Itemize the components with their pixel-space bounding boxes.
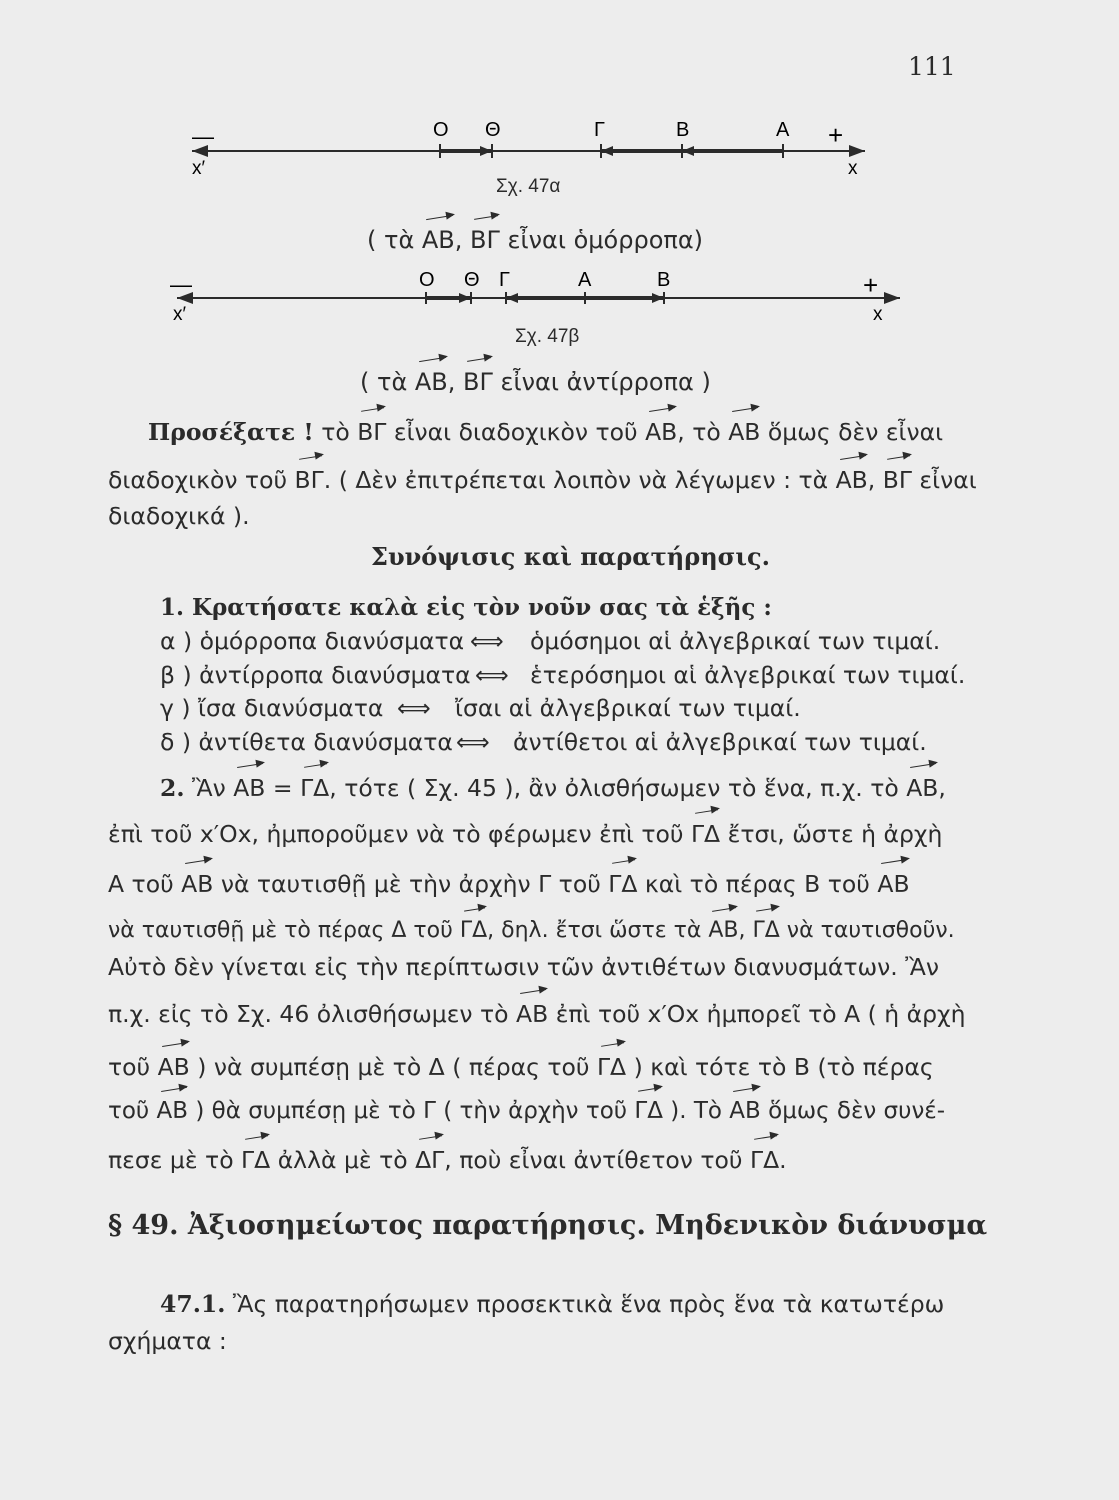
summary-heading: Συνόψισις καὶ παρατήρησις. bbox=[371, 542, 770, 571]
vector-AB: ΑΒ bbox=[233, 774, 266, 802]
text: εἶναι διαδοχικὸν τοῦ bbox=[386, 418, 646, 446]
figure-47a-number-line bbox=[180, 108, 900, 183]
point-theta-label: Θ bbox=[464, 269, 480, 291]
vector-DG: ΔΓ bbox=[415, 1146, 445, 1174]
point-O-label: Ο bbox=[419, 269, 435, 291]
text: Α τοῦ bbox=[108, 870, 182, 898]
prosexate-bold: Προσέξατε ! bbox=[148, 418, 314, 446]
item-2-line-8 bbox=[108, 1098, 945, 1124]
text: νὰ ταυτισθοῦν. bbox=[779, 918, 955, 943]
item-2-line-6 bbox=[108, 1000, 966, 1028]
prosexate-line-2 bbox=[108, 466, 977, 494]
item-1-row-a-left: α ) ὁμόρροπα διανύσματα bbox=[160, 627, 465, 655]
caption-text: ( τὰ bbox=[360, 368, 415, 396]
text: νὰ ταυτισθῇ μὲ τὴν ἀρχὴν Γ τοῦ bbox=[213, 870, 609, 898]
point-B-label: Β bbox=[657, 269, 671, 291]
vector-AB: ΑΒ bbox=[414, 368, 448, 396]
item-1-row-a-right: ὁμόσημοι αἱ ἀλγεβρικαί των τιμαί. bbox=[530, 627, 941, 655]
text: ). Τὸ bbox=[662, 1098, 730, 1124]
text: , bbox=[867, 466, 883, 494]
item-47-1-number: 47.1. bbox=[160, 1290, 226, 1318]
point-A-label: Α bbox=[578, 269, 592, 291]
vector-AB: ΑΒ bbox=[516, 1000, 549, 1028]
item-2-line-7 bbox=[108, 1053, 934, 1081]
item-2-line-9 bbox=[108, 1146, 787, 1174]
text: ἐπὶ τοῦ x′Ox ἠμπορεῖ τὸ Α ( ἡ ἀρχὴ bbox=[548, 1000, 966, 1028]
plus-sign: + bbox=[828, 120, 844, 150]
item-47-1-line-2: σχήματα : bbox=[108, 1327, 227, 1355]
point-A-label: Α bbox=[776, 119, 790, 141]
text: νὰ ταυτισθῇ μὲ τὸ πέρας Δ τοῦ bbox=[108, 918, 460, 943]
vector-GD: ΓΔ bbox=[752, 918, 780, 943]
caption-text: ( τὰ bbox=[367, 226, 422, 254]
point-theta-label: Θ bbox=[485, 119, 501, 141]
vector-AB: ΑΒ bbox=[645, 418, 678, 446]
point-B-label: Β bbox=[676, 119, 690, 141]
vector-BG: ΒΓ bbox=[357, 418, 387, 446]
text: τοῦ bbox=[108, 1053, 158, 1081]
text: ἔτσι, ὥστε ἡ ἀρχὴ bbox=[720, 820, 943, 848]
text: , ποὺ εἶναι ἀντίθετον τοῦ bbox=[444, 1146, 750, 1174]
text: πεσε μὲ τὸ bbox=[108, 1146, 242, 1174]
item-2-number: 2. bbox=[160, 774, 185, 802]
vector-O-theta-head bbox=[459, 293, 471, 303]
text: ἀλλὰ μὲ τὸ bbox=[270, 1146, 416, 1174]
vector-A-B-head bbox=[682, 146, 694, 156]
item-1-title: 1. Κρατήσατε καλὰ εἰς τὸν νοῦν σας τὰ ἑξῆς : bbox=[160, 594, 772, 621]
text: καὶ τὸ πέρας Β τοῦ bbox=[637, 870, 878, 898]
vector-O-theta-head bbox=[480, 146, 492, 156]
vector-GD: ΓΔ bbox=[608, 870, 638, 898]
item-1-row-d-right: ἀντίθετοι αἱ ἀλγεβρικαί των τιμαί. bbox=[513, 728, 927, 756]
vector-AB: ΑΒ bbox=[421, 226, 455, 254]
figure-47a-caption bbox=[367, 226, 703, 254]
plus-sign: + bbox=[863, 270, 879, 300]
x-prime-label: x′ bbox=[173, 304, 187, 325]
text: , bbox=[938, 774, 946, 802]
point-gamma-label: Γ bbox=[594, 119, 606, 141]
vector-BG: ΒΓ bbox=[294, 466, 324, 494]
prosexate-line-1 bbox=[148, 418, 943, 446]
vector-AB: ΑΒ bbox=[728, 418, 761, 446]
text: ἐπὶ τοῦ x′Ox, ἠμποροῦμεν νὰ τὸ φέρωμεν ἐπὶ τοῦ bbox=[108, 820, 691, 848]
vector-GD: ΓΔ bbox=[750, 1146, 780, 1174]
caption-text: εἶναι ὁμόρροπα) bbox=[499, 226, 704, 254]
item-2-line-1 bbox=[160, 774, 946, 802]
vector-AB: ΑΒ bbox=[181, 870, 214, 898]
vector-GD: ΓΔ bbox=[241, 1146, 271, 1174]
text: ὅμως δὲν συνέ- bbox=[760, 1098, 946, 1124]
vector-GD: ΓΔ bbox=[300, 774, 330, 802]
text: τὸ bbox=[313, 418, 358, 446]
item-1-row-b-left: β ) ἀντίρροπα διανύσματα bbox=[160, 661, 471, 689]
x-prime-label: x′ bbox=[192, 158, 206, 179]
vector-GD: ΓΔ bbox=[459, 918, 488, 943]
vector-BG: ΒΓ bbox=[882, 466, 912, 494]
minus-sign: — bbox=[192, 124, 214, 149]
item-2-line-3 bbox=[108, 870, 910, 898]
point-gamma-label: Γ bbox=[499, 269, 511, 291]
item-1-row-c-right: ἴσαι αἱ ἀλγεβρικαί των τιμαί. bbox=[455, 694, 801, 722]
text: , τὸ bbox=[677, 418, 729, 446]
vector-AB: ΑΒ bbox=[835, 466, 868, 494]
item-1-row-c-left: γ ) ἴσα διανύσματα bbox=[160, 694, 384, 722]
vector-B-gamma-head bbox=[506, 293, 518, 303]
vector-GD: ΓΔ bbox=[596, 1053, 627, 1081]
text: , δηλ. ἔτσι ὥστε τὰ bbox=[487, 918, 709, 943]
vector-A-B-head bbox=[652, 293, 664, 303]
text: ) καὶ τότε τὸ Β (τὸ πέρας bbox=[626, 1053, 934, 1081]
figure-47b-number-line bbox=[165, 262, 905, 327]
caption-text: εἶναι ἀντίρροπα ) bbox=[492, 368, 711, 396]
text: διαδοχικὸν τοῦ bbox=[108, 466, 295, 494]
point-O-label: Ο bbox=[433, 119, 449, 141]
text: . ( Δὲν ἐπιτρέπεται λοιπὸν νὰ λέγωμεν : τὰ bbox=[323, 466, 836, 494]
text: , τότε ( Σχ. 45 ), ἂν ὀλισθήσωμεν τὸ ἕνα, π.χ. τὸ bbox=[329, 774, 907, 802]
vector-AB: ΑΒ bbox=[708, 918, 739, 943]
text: π.χ. εἰς τὸ Σχ. 46 ὀλισθήσωμεν τὸ bbox=[108, 1000, 517, 1028]
vector-AB: ΑΒ bbox=[157, 1053, 190, 1081]
iff-arrow: ⟺ bbox=[456, 728, 490, 756]
text: , bbox=[738, 918, 753, 943]
text: ) θὰ συμπέσῃ μὲ τὸ Γ ( τὴν ἀρχὴν τοῦ bbox=[188, 1098, 635, 1124]
iff-arrow: ⟺ bbox=[475, 661, 509, 689]
text: = bbox=[265, 774, 301, 802]
text: Ἂς παρατηρήσωμεν προσεκτικὰ ἕνα πρὸς ἕνα τὰ κατωτέρω bbox=[225, 1290, 945, 1318]
iff-arrow: ⟺ bbox=[470, 627, 504, 655]
figure-47a-label: Σχ. 47α bbox=[496, 176, 561, 197]
vector-AB: ΑΒ bbox=[729, 1098, 761, 1124]
vector-AB: ΑΒ bbox=[906, 774, 939, 802]
vector-GD: ΓΔ bbox=[634, 1098, 663, 1124]
x-label: x bbox=[873, 304, 883, 325]
text: . bbox=[779, 1146, 787, 1174]
page-number: 111 bbox=[908, 52, 956, 81]
caption-text: , bbox=[454, 226, 471, 254]
vector-AB: ΑΒ bbox=[156, 1098, 189, 1124]
x-label: x bbox=[848, 158, 858, 179]
section-49-title: § 49. Ἀξιοσημείωτος παρατήρησις. Μηδενικὸν διάνυσμα bbox=[108, 1210, 988, 1241]
figure-47b-caption bbox=[360, 368, 711, 396]
figure-47b-label: Σχ. 47β bbox=[515, 326, 580, 347]
text: ) νὰ συμπέσῃ μὲ τὸ Δ ( πέρας τοῦ bbox=[189, 1053, 597, 1081]
vector-GD: ΓΔ bbox=[690, 820, 721, 848]
text: ὅμως δὲν εἶναι bbox=[760, 418, 944, 446]
vector-AB: ΑΒ bbox=[877, 870, 910, 898]
axis-right-arrow bbox=[849, 145, 865, 157]
item-2-line-2 bbox=[108, 820, 942, 848]
caption-text: , bbox=[447, 368, 464, 396]
text: τοῦ bbox=[108, 1098, 157, 1124]
item-1-row-b-right: ἑτερόσημοι αἱ ἀλγεβρικαί των τιμαί. bbox=[530, 661, 966, 689]
item-1-row-d-left: δ ) ἀντίθετα διανύσματα bbox=[160, 728, 453, 756]
axis-right-arrow bbox=[884, 292, 900, 304]
text: Ἂν bbox=[184, 774, 234, 802]
text: εἶναι bbox=[911, 466, 977, 494]
vector-BG: ΒΓ bbox=[470, 226, 500, 254]
vector-B-gamma-head bbox=[601, 146, 613, 156]
iff-arrow: ⟺ bbox=[397, 694, 431, 722]
minus-sign: — bbox=[170, 272, 192, 297]
vector-BG: ΒΓ bbox=[463, 368, 493, 396]
item-2-line-5: Αὐτὸ δὲν γίνεται εἰς τὴν περίπτωσιν τῶν ἀντιθέτων διανυσμάτων. Ἂν bbox=[108, 953, 939, 981]
prosexate-line-3: διαδοχικά ). bbox=[108, 502, 250, 530]
item-47-1-line-1 bbox=[160, 1290, 944, 1318]
item-2-line-4 bbox=[108, 918, 955, 943]
